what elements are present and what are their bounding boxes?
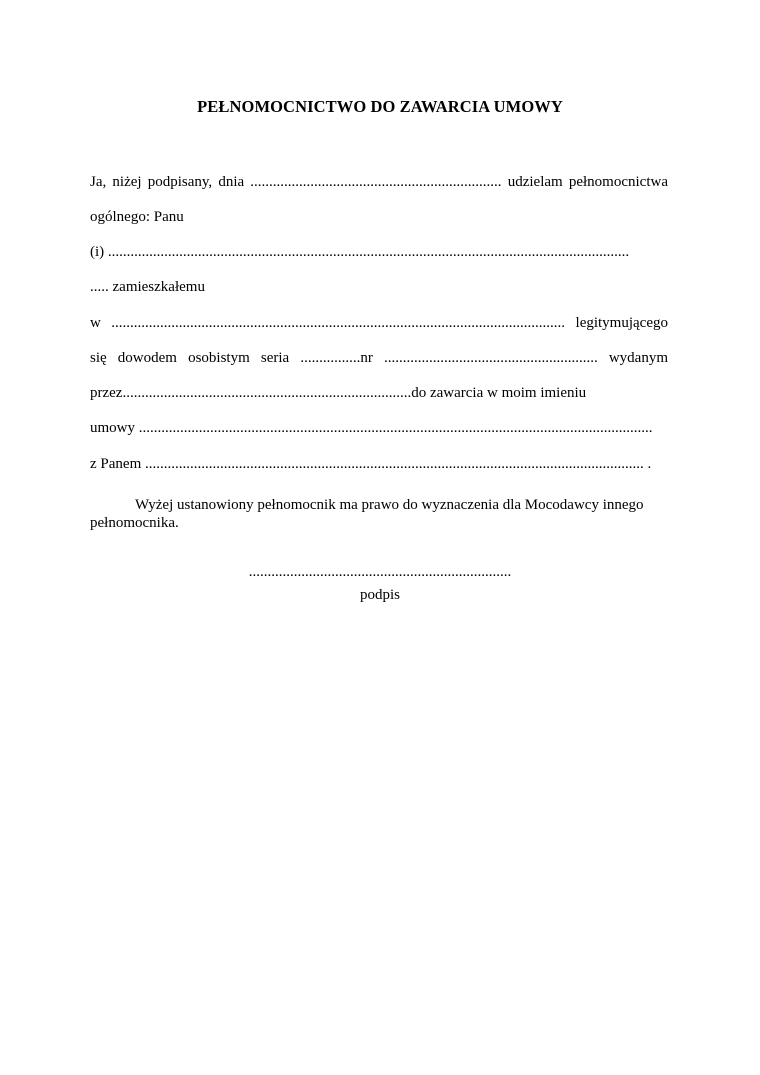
substitution-paragraph: Wyżej ustanowiony pełnomocnik ma prawo do wyznaczenia dla Mocodawcy innego pełnomocnika. (90, 497, 644, 531)
document-title: PEŁNOMOCNICTWO DO ZAWARCIA UMOWY (197, 97, 563, 116)
text-line-issued-by: przez.............................................................................do zawarcia w moim imieniu (90, 385, 587, 401)
text-line-panu: ogólnego: Panu (90, 209, 184, 225)
text-line-address: w ......................................................................................................................... legitymującego (90, 315, 668, 331)
signature-label: podpis (359, 587, 400, 603)
text-line-contract: umowy ......................................................................................................................................... (90, 420, 653, 436)
text-line-id-card: się dowodem osobistym seria ................nr ......................................................... wydanym (90, 350, 668, 366)
text-line-date: Ja, niżej podpisany, dnia ................................................................... udzielam pełnomocnictwa (90, 174, 668, 190)
text-line-residence: ..... zamieszkałemu (90, 279, 205, 295)
text-line-name: (i) ........................................................................................................................................... (90, 244, 630, 260)
text-line-with-mr: z Panem ..................................................................................................................................... . (90, 456, 652, 472)
signature-line: ...................................................................... (248, 564, 512, 580)
